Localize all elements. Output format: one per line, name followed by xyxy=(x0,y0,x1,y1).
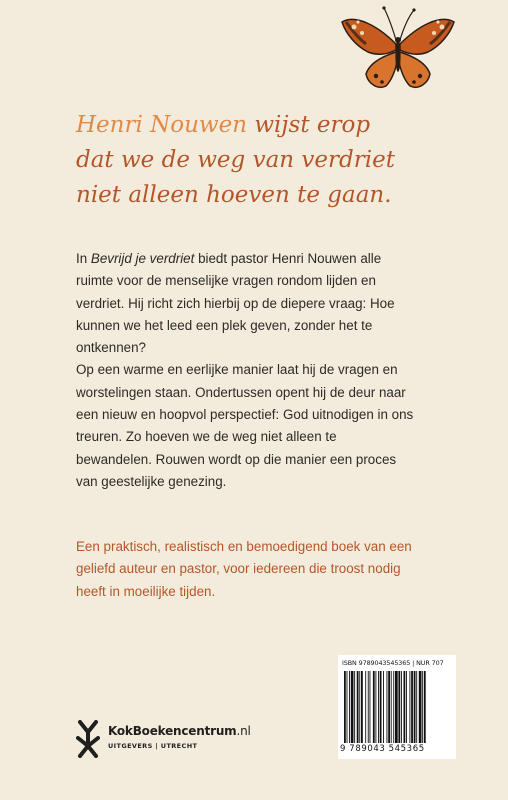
book-description xyxy=(76,248,416,493)
description-paragraph-1 xyxy=(76,248,416,359)
butterfly-illustration xyxy=(338,0,458,100)
description-intro-after: biedt pastor Henri Nouwen alle ruimte voor de menselijke vragen rondom lijden en verdriet. Hij richt zich hierbij op de diepere vraag: Hoe kunnen we het leed een plek geven, zonder het te ontkennen? xyxy=(76,251,395,356)
tagline-line-2: dat we de weg van verdriet xyxy=(76,147,395,173)
publisher-subtitle: UITGEVERS | UTRECHT xyxy=(108,742,198,750)
publisher-name-suffix: .nl xyxy=(236,724,251,738)
closing-text: Een praktisch, realistisch en bemoedigend boek van een geliefd auteur en pastor, voor iedereen die troost nodig heeft in moeilijke tijden. xyxy=(76,539,412,599)
closing-statement xyxy=(76,536,416,603)
description-paragraph-2: Op een warme en eerlijke manier laat hij de vragen en worstelingen staan. Ondertussen opent hij de deur naar een nieuw en hoopvol perspectief: God uitnodigen in ons treuren. Zo hoeven we de weg niet alleen te bewandelen. Rouwen wordt op die manier een proces van geestelijke genezing. xyxy=(76,362,414,489)
publisher-logo xyxy=(76,720,276,760)
tagline-line-3: niet alleen hoeven te gaan. xyxy=(76,182,392,208)
tagline-author-highlight: Henri Nouwen xyxy=(76,112,248,138)
description-intro-before: In xyxy=(76,251,91,266)
isbn-nur-line: ISBN 9789043545365 | NUR 707 xyxy=(342,659,444,667)
back-cover-tagline xyxy=(76,108,476,213)
tagline-line-1 xyxy=(76,108,476,143)
publisher-name xyxy=(108,724,251,738)
barcode-digits: 9 789043 545365 xyxy=(340,744,425,754)
book-title: Bevrijd je verdriet xyxy=(90,251,195,266)
tagline-line-1-rest: wijst erop xyxy=(247,112,371,138)
publisher-name-main: KokBoekencentrum xyxy=(108,724,237,738)
isbn-barcode xyxy=(338,655,456,759)
barcode-bars xyxy=(342,671,452,743)
publisher-mark-icon xyxy=(76,720,100,758)
